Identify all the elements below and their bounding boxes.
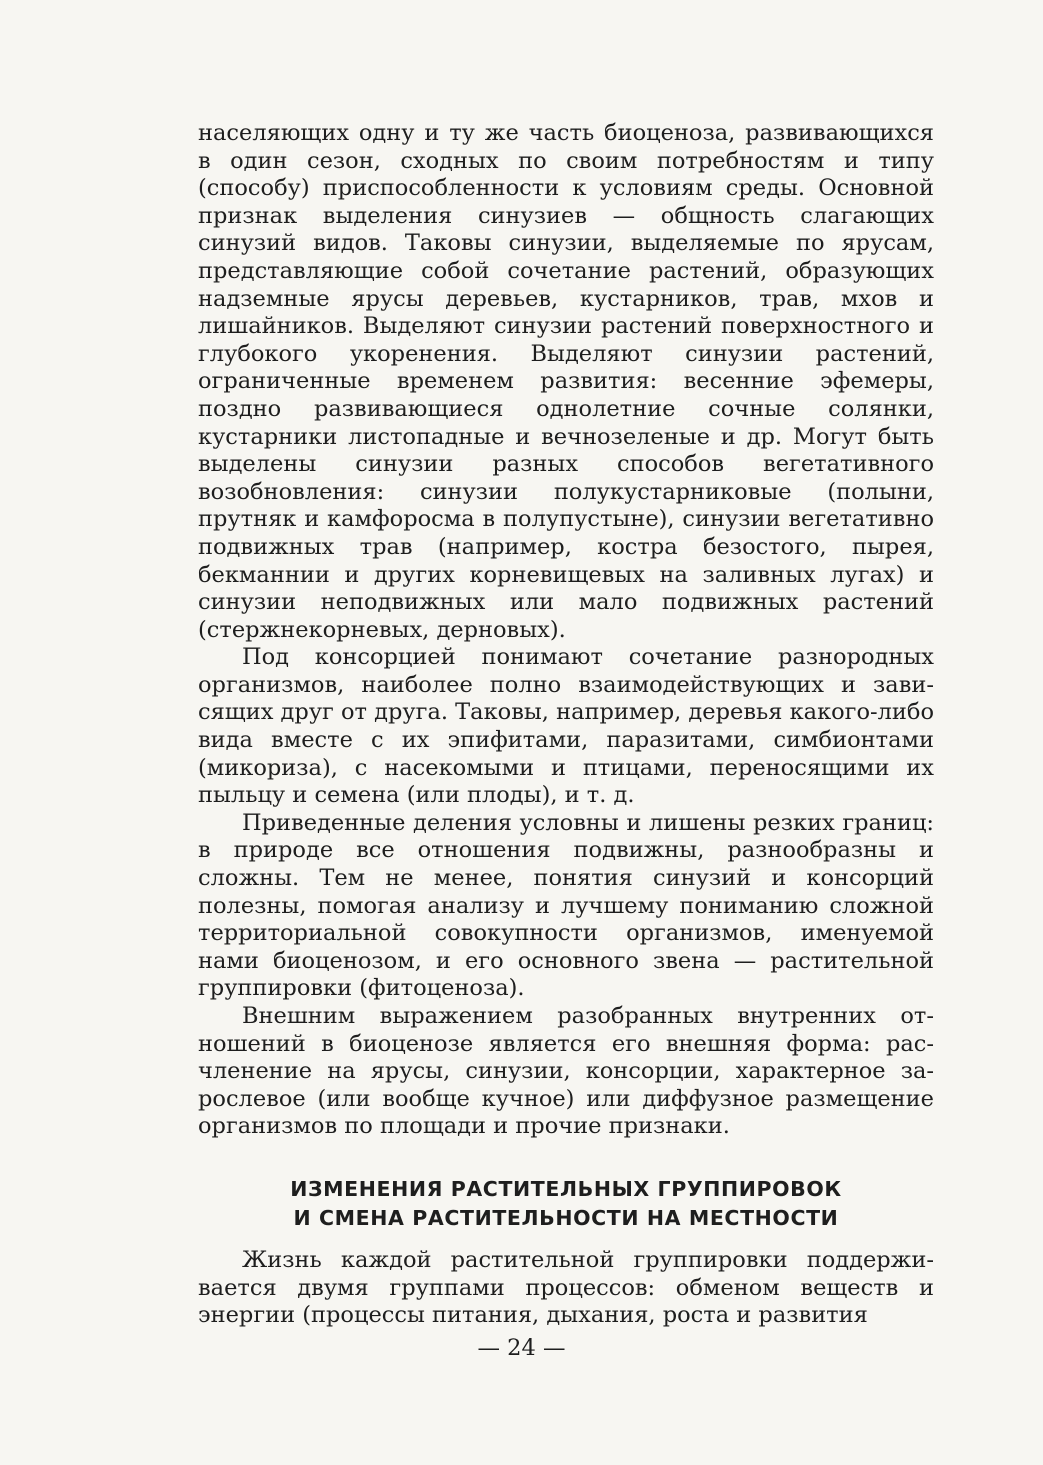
section-heading-line-1: ИЗМЕНЕНИЯ РАСТИТЕЛЬНЫХ ГРУППИРОВОК <box>290 1176 842 1201</box>
paragraph-synusiae: населяющих одну и ту же часть биоценоза, развивающихся в один сезон, сходных по своим потребностям и типу (способу) приспособленности к условиям среды. Основной признак выделения синузиев — общность слагающих синузий видов. Таковы синузии, выделяемые по ярусам, представляющие собой сочетание растений, образующих надземные ярусы деревьев, кустарников, трав, мхов и лишайников. Выделяют синузии растений поверхностного и глубокого укоренения. Выделяют синузии растений, ограниченные временем развития: весенние эфемеры, поздно развивающиеся однолетние сочные солянки, кустарники листопадные и вечнозеленые и др. Могут быть выделены синузии разных способов вегетативного возобновления: синузии полукустарниковые (полыни, прутняк и камфоросма в полупустыне), синузии вегетативно подвижных трав (например, костра безостого, пырея, бекманнии и других корневищевых на заливных лугах) и синузии неподвижных или мало подвижных растений (стержнекорневых, дерновых). <box>198 120 934 643</box>
section-heading <box>198 1175 934 1233</box>
paragraph-group-life: Жизнь каждой растительной группировки поддерживается двумя группами процессов: обменом веществ и энергии (процессы питания, дыхания, роста и развития <box>198 1246 934 1329</box>
page-body <box>198 120 934 1330</box>
paragraph-external-form: Внешним выражением разобранных внутренних отношений в биоценозе является его внешняя форма: расчленение на ярусы, синузии, консорции, характерное зарослевое (или вообще кучное) или диффузное размещение организмов по площади и прочие признаки. <box>198 1003 934 1140</box>
section-heading-line-2: И СМЕНА РАСТИТЕЛЬНОСТИ НА МЕСТНОСТИ <box>293 1205 839 1230</box>
page-number: — 24 — <box>477 1335 566 1361</box>
paragraph-consortium: Под консорцией понимают сочетание разнородных организмов, наиболее полно взаимодействующих и зависящих друг от друга. Таковы, например, деревья какого-либо вида вместе с их эпифитами, паразитами, симбионтами (микориза), с насекомыми и птицами, переносящими их пыльцу и семена (или плоды), и т. д. <box>198 644 934 809</box>
paragraph-conditional-divisions: Приведенные деления условны и лишены резких границ: в природе все отношения подвижны, разнообразны и сложны. Тем не менее, понятия синузий и консорций полезны, помогая анализу и лучшему пониманию сложной территориальной совокупности организмов, именуемой нами биоценозом, и его основного звена — растительной группировки (фитоценоза). <box>198 809 934 1002</box>
